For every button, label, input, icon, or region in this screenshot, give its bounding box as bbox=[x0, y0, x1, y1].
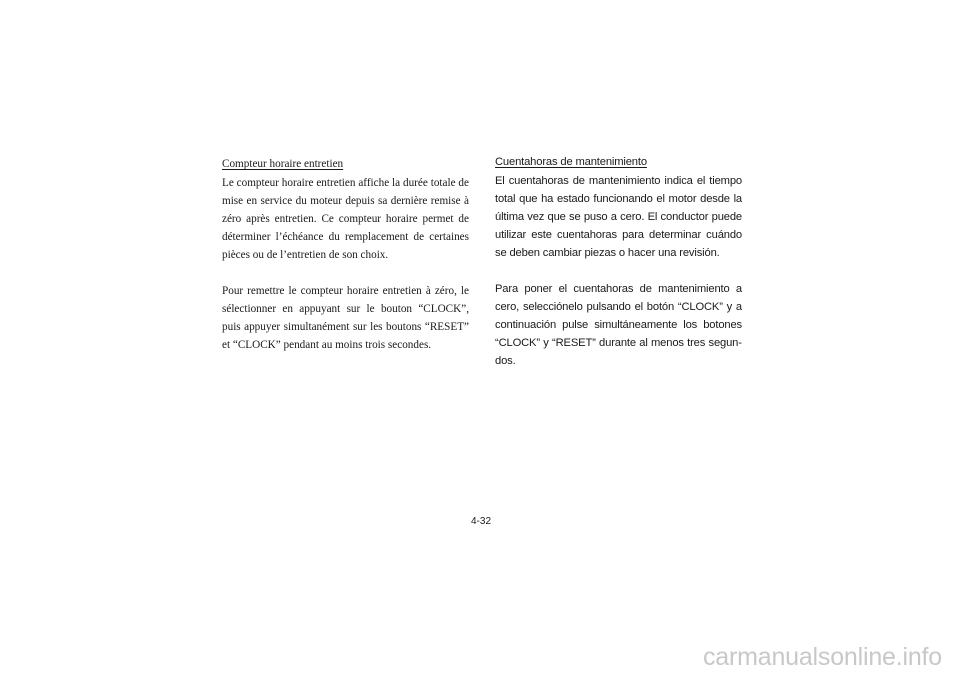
spanish-column bbox=[495, 153, 742, 388]
french-column bbox=[222, 155, 469, 372]
page-number: 4-32 bbox=[471, 516, 492, 527]
french-paragraph-1: Le compteur horaire entretien affiche la durée totale de mise en service du moteur depuis sa dernière remise à zéro après entretien. Ce compteur horaire permet de déterminer l’échéance du remplacement de certaines pièces ou de l’entretien de son choix. bbox=[222, 177, 469, 261]
spanish-paragraph-1: El cuentahoras de mantenimiento indica el tiempo total que ha estado funcionando el motor desde la última vez que se puso a cero. El conductor puede utilizar este cuentahoras para determinar cuándo se deben cambiar piezas o hacer una revisión. bbox=[495, 175, 742, 259]
french-paragraph-2: Pour remettre le compteur horaire entretien à zéro, le sélectionner en appuyant sur le bouton “CLOCK”, puis appuyer simultanément sur les boutons “RESET” et “CLOCK” pendant au moins trois secondes. bbox=[222, 285, 469, 351]
french-section-heading: Compteur horaire entretien bbox=[222, 158, 344, 170]
spanish-section-heading: Cuentahoras de mantenimiento bbox=[495, 156, 647, 168]
spanish-paragraph-2: Para poner el cuentahoras de mantenimiento a cero, selecciónelo pulsando el botón “CLOCK” y a continuación pulse simultáneamente los botones “CLOCK” y “RESET” durante al menos tres segundos. bbox=[495, 283, 742, 367]
watermark-text: carmanualsonline.info bbox=[702, 643, 942, 671]
